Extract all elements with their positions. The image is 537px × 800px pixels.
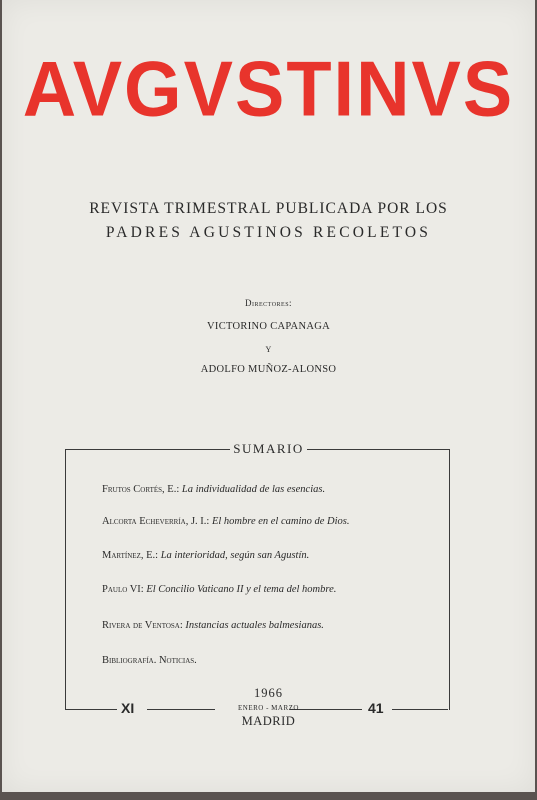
summary-entry	[102, 655, 197, 666]
entry-title: Instancias actuales balmesianas.	[185, 620, 324, 631]
entry-author: Alcorta Echeverría, J. I.:	[102, 516, 210, 527]
publication-city: MADRID	[241, 714, 296, 728]
entry-title: El hombre en el camino de Dios.	[211, 516, 350, 527]
entry-title: La individualidad de las esencias.	[181, 484, 326, 495]
subtitle-line-1: REVISTA TRIMESTRAL PUBLICADA POR LOS	[89, 200, 448, 217]
summary-entry	[102, 584, 336, 595]
directors-conjunction: Y	[265, 345, 272, 354]
masthead-title: AVGVSTINVS	[22, 44, 515, 133]
volume-number: XI	[121, 700, 135, 716]
summary-entry	[102, 550, 309, 561]
entry-title: La interioridad, según san Agustín.	[160, 550, 310, 561]
entry-author: Martínez, E.:	[102, 550, 159, 561]
entry-title: El Concilio Vaticano II y el tema del hombre.	[146, 584, 337, 595]
summary-entry	[102, 620, 324, 631]
summary-heading: SUMARIO	[0, 440, 537, 458]
entry-author: Bibliografía. Noticias.	[102, 655, 197, 666]
issue-period: ENERO - MARZO	[238, 704, 299, 712]
entry-author: Frutos Cortés, E.:	[102, 484, 180, 495]
summary-entry	[102, 484, 325, 495]
entry-author: Paulo VI:	[102, 584, 144, 595]
issue-number: 41	[368, 700, 384, 716]
director-name-1: VICTORINO CAPANAGA	[207, 321, 330, 332]
publication-year: 1966	[254, 686, 283, 700]
subtitle-line-2: PADRES AGUSTINOS RECOLETOS	[105, 224, 432, 241]
directors-label: Directores:	[244, 298, 293, 308]
director-name-2: ADOLFO MUÑOZ-ALONSO	[200, 364, 337, 375]
entry-author: Rivera de Ventosa:	[102, 620, 183, 631]
summary-entry	[102, 516, 350, 527]
